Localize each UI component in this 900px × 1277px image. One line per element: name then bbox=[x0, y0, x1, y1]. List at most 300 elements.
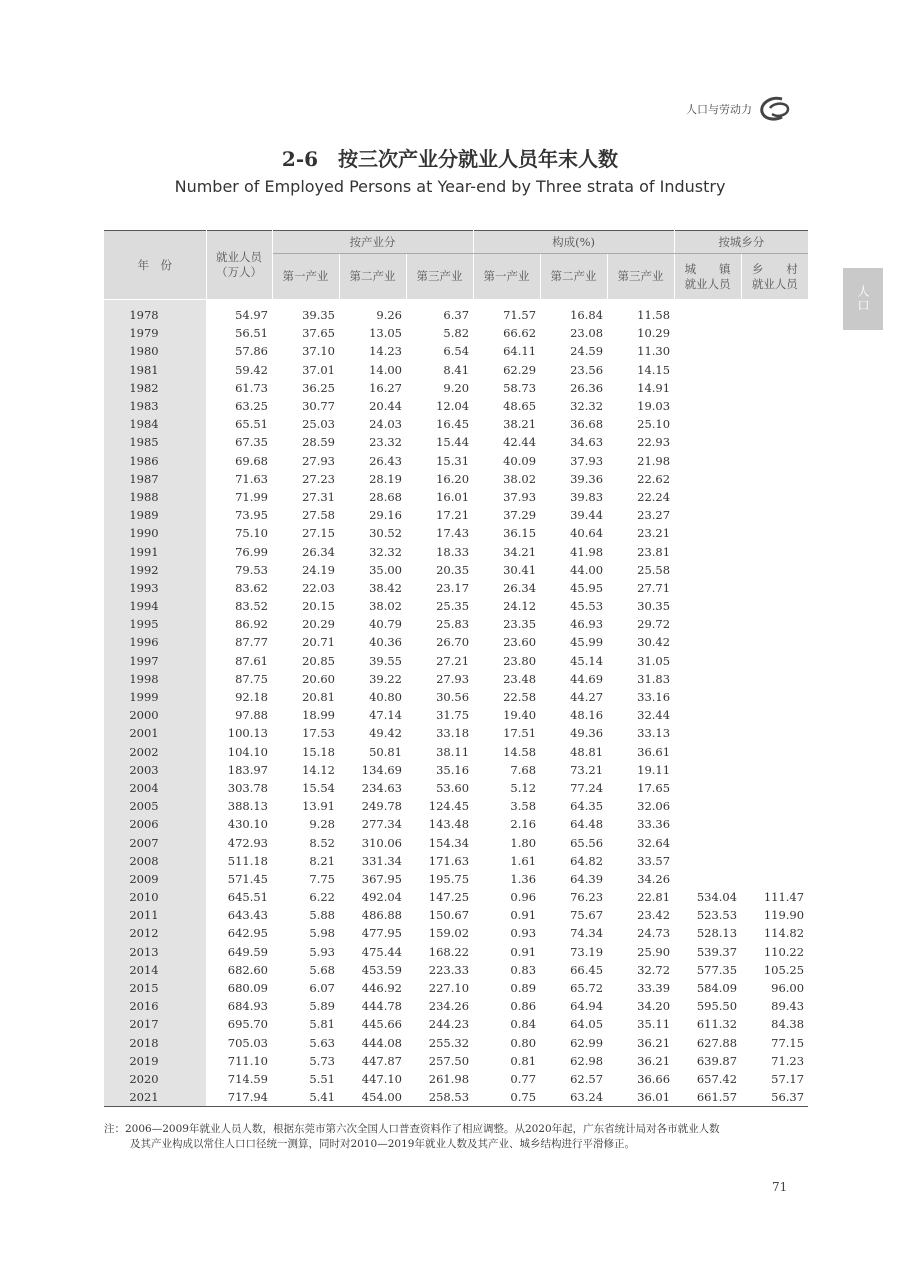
value-cell: 77.15 bbox=[771, 1035, 805, 1050]
value-cell: 100.13 bbox=[227, 726, 268, 741]
year-cell: 1999 bbox=[104, 688, 206, 706]
value-cell: 310.06 bbox=[361, 835, 402, 850]
value-cell: 643.43 bbox=[227, 908, 268, 923]
value-cell: 59.42 bbox=[235, 362, 268, 377]
publication-logo-icon bbox=[758, 96, 792, 122]
value-cell: 6.22 bbox=[309, 890, 335, 905]
value-cell: 37.65 bbox=[302, 326, 335, 341]
value-cell: 143.48 bbox=[428, 817, 470, 832]
value-cell: 5.41 bbox=[309, 1090, 335, 1105]
value-cell bbox=[674, 397, 741, 415]
value-cell: 23.08 bbox=[570, 326, 604, 341]
value-cell: 26.36 bbox=[570, 380, 604, 395]
value-cell: 444.08 bbox=[361, 1035, 402, 1050]
value-cell: 1.61 bbox=[510, 853, 537, 868]
value-cell: 6.54 bbox=[443, 344, 470, 359]
value-cell: 71.57 bbox=[503, 308, 537, 323]
value-cell: 34.20 bbox=[637, 999, 671, 1014]
value-cell: 44.69 bbox=[570, 671, 604, 686]
table-row bbox=[104, 615, 808, 633]
value-cell: 29.72 bbox=[637, 617, 671, 632]
value-cell bbox=[674, 615, 741, 633]
value-cell: 110.22 bbox=[763, 944, 805, 959]
value-cell: 48.81 bbox=[570, 744, 604, 759]
value-cell: 539.37 bbox=[696, 944, 738, 959]
table-row bbox=[104, 761, 808, 779]
value-cell: 36.68 bbox=[570, 417, 604, 432]
employment-table bbox=[104, 230, 808, 1107]
value-cell: 32.64 bbox=[637, 835, 671, 850]
value-cell: 33.36 bbox=[637, 817, 671, 832]
value-cell: 16.84 bbox=[570, 308, 604, 323]
year-cell: 1996 bbox=[104, 633, 206, 651]
table-row bbox=[104, 943, 808, 961]
col-header-urban: 城 镇 就业人员 bbox=[674, 254, 741, 300]
year-cell: 2003 bbox=[104, 761, 206, 779]
value-cell: 30.42 bbox=[637, 635, 671, 650]
value-cell: 46.93 bbox=[570, 617, 604, 632]
year-cell: 2020 bbox=[104, 1070, 206, 1088]
value-cell bbox=[674, 761, 741, 779]
value-cell: 8.41 bbox=[443, 362, 470, 377]
value-cell: 595.50 bbox=[696, 999, 738, 1014]
value-cell: 705.03 bbox=[227, 1035, 268, 1050]
value-cell: 39.44 bbox=[570, 508, 604, 523]
page-number: 71 bbox=[772, 1180, 788, 1194]
value-cell: 64.11 bbox=[503, 344, 537, 359]
value-cell: 48.16 bbox=[570, 708, 604, 723]
value-cell: 38.42 bbox=[369, 580, 402, 595]
value-cell: 65.56 bbox=[570, 835, 604, 850]
value-cell: 0.96 bbox=[510, 890, 537, 905]
value-cell: 62.57 bbox=[570, 1071, 604, 1086]
value-cell: 171.63 bbox=[428, 853, 470, 868]
value-cell: 0.91 bbox=[510, 944, 537, 959]
value-cell: 56.51 bbox=[235, 326, 268, 341]
year-cell: 2019 bbox=[104, 1052, 206, 1070]
year-cell: 1991 bbox=[104, 542, 206, 560]
value-cell: 523.53 bbox=[696, 908, 738, 923]
value-cell: 47.14 bbox=[369, 708, 402, 723]
year-cell: 1989 bbox=[104, 506, 206, 524]
year-cell: 1979 bbox=[104, 324, 206, 342]
value-cell bbox=[741, 470, 808, 488]
value-cell: 16.20 bbox=[436, 471, 470, 486]
value-cell: 10.29 bbox=[637, 326, 671, 341]
table-row bbox=[104, 688, 808, 706]
value-cell: 83.52 bbox=[235, 599, 268, 614]
value-cell: 150.67 bbox=[428, 908, 470, 923]
value-cell: 57.17 bbox=[771, 1071, 805, 1086]
value-cell bbox=[741, 833, 808, 851]
value-cell: 534.04 bbox=[696, 890, 738, 905]
year-cell: 1995 bbox=[104, 615, 206, 633]
value-cell: 19.11 bbox=[637, 762, 671, 777]
year-cell: 1987 bbox=[104, 470, 206, 488]
value-cell: 27.15 bbox=[302, 526, 335, 541]
value-cell: 28.19 bbox=[369, 471, 402, 486]
value-cell: 45.95 bbox=[570, 580, 604, 595]
value-cell: 5.88 bbox=[309, 908, 335, 923]
value-cell: 114.82 bbox=[763, 926, 805, 941]
value-cell: 27.58 bbox=[302, 508, 335, 523]
value-cell bbox=[674, 706, 741, 724]
value-cell: 680.09 bbox=[227, 981, 268, 996]
value-cell: 23.42 bbox=[637, 908, 671, 923]
value-cell: 40.09 bbox=[503, 453, 537, 468]
value-cell: 22.81 bbox=[637, 890, 671, 905]
value-cell: 30.56 bbox=[436, 690, 470, 705]
table-row bbox=[104, 870, 808, 888]
value-cell bbox=[741, 488, 808, 506]
value-cell: 454.00 bbox=[361, 1090, 402, 1105]
value-cell: 38.02 bbox=[369, 599, 402, 614]
value-cell bbox=[741, 615, 808, 633]
value-cell: 23.81 bbox=[637, 544, 671, 559]
value-cell: 7.68 bbox=[510, 762, 537, 777]
value-cell: 71.63 bbox=[235, 471, 268, 486]
value-cell: 40.80 bbox=[369, 690, 402, 705]
value-cell: 66.62 bbox=[503, 326, 537, 341]
value-cell: 24.73 bbox=[637, 926, 671, 941]
value-cell bbox=[741, 324, 808, 342]
value-cell: 584.09 bbox=[696, 981, 738, 996]
value-cell: 0.77 bbox=[510, 1071, 537, 1086]
col-header-secondary: 第二产业 bbox=[339, 254, 406, 300]
year-cell: 1986 bbox=[104, 452, 206, 470]
value-cell: 19.03 bbox=[637, 399, 671, 414]
value-cell: 76.23 bbox=[570, 890, 604, 905]
value-cell bbox=[674, 379, 741, 397]
value-cell: 124.45 bbox=[428, 799, 470, 814]
col-header-secondary-pct: 第二产业 bbox=[540, 254, 607, 300]
value-cell: 645.51 bbox=[227, 890, 268, 905]
value-cell: 27.71 bbox=[637, 580, 671, 595]
value-cell: 20.60 bbox=[302, 671, 335, 686]
value-cell: 35.00 bbox=[369, 562, 402, 577]
value-cell: 15.31 bbox=[436, 453, 470, 468]
table-row bbox=[104, 1034, 808, 1052]
value-cell: 22.24 bbox=[637, 489, 671, 504]
value-cell bbox=[674, 415, 741, 433]
table-row bbox=[104, 906, 808, 924]
value-cell: 17.51 bbox=[503, 726, 537, 741]
value-cell: 227.10 bbox=[428, 981, 470, 996]
table-row bbox=[104, 1088, 808, 1107]
value-cell: 54.97 bbox=[235, 308, 268, 323]
year-cell: 2005 bbox=[104, 797, 206, 815]
value-cell: 33.57 bbox=[637, 853, 671, 868]
value-cell: 75.10 bbox=[235, 526, 268, 541]
table-row bbox=[104, 797, 808, 815]
value-cell: 30.35 bbox=[637, 599, 671, 614]
value-cell: 571.45 bbox=[227, 871, 268, 886]
value-cell bbox=[674, 524, 741, 542]
value-cell: 2.16 bbox=[510, 817, 537, 832]
value-cell: 34.21 bbox=[503, 544, 537, 559]
value-cell: 16.01 bbox=[436, 489, 470, 504]
value-cell bbox=[741, 706, 808, 724]
value-cell: 8.52 bbox=[309, 835, 335, 850]
value-cell bbox=[741, 852, 808, 870]
value-cell: 18.99 bbox=[302, 708, 335, 723]
value-cell: 9.20 bbox=[443, 380, 470, 395]
value-cell bbox=[674, 470, 741, 488]
value-cell: 97.88 bbox=[235, 708, 268, 723]
value-cell: 31.05 bbox=[637, 653, 671, 668]
value-cell: 159.02 bbox=[428, 926, 470, 941]
value-cell bbox=[674, 452, 741, 470]
value-cell: 5.89 bbox=[309, 999, 335, 1014]
value-cell bbox=[674, 833, 741, 851]
value-cell: 5.51 bbox=[309, 1071, 335, 1086]
value-cell: 639.87 bbox=[696, 1053, 738, 1068]
value-cell: 26.43 bbox=[369, 453, 402, 468]
value-cell: 77.24 bbox=[570, 780, 604, 795]
value-cell bbox=[674, 870, 741, 888]
value-cell: 36.01 bbox=[637, 1090, 671, 1105]
value-cell: 36.21 bbox=[637, 1035, 671, 1050]
value-cell bbox=[741, 815, 808, 833]
year-cell: 2001 bbox=[104, 724, 206, 742]
col-header-year: 年 份 bbox=[104, 231, 206, 300]
value-cell: 111.47 bbox=[763, 890, 805, 905]
value-cell: 477.95 bbox=[361, 926, 402, 941]
value-cell: 223.33 bbox=[428, 962, 470, 977]
value-cell: 61.73 bbox=[235, 380, 268, 395]
value-cell bbox=[674, 597, 741, 615]
value-cell: 79.53 bbox=[235, 562, 268, 577]
table-row bbox=[104, 433, 808, 451]
value-cell bbox=[674, 488, 741, 506]
table-row bbox=[104, 1070, 808, 1088]
value-cell: 39.55 bbox=[369, 653, 402, 668]
value-cell: 65.72 bbox=[570, 981, 604, 996]
value-cell: 39.83 bbox=[570, 489, 604, 504]
value-cell: 14.91 bbox=[637, 380, 671, 395]
value-cell: 39.36 bbox=[570, 471, 604, 486]
value-cell: 49.36 bbox=[570, 726, 604, 741]
value-cell bbox=[674, 652, 741, 670]
year-cell: 1993 bbox=[104, 579, 206, 597]
value-cell: 9.26 bbox=[376, 308, 402, 323]
value-cell bbox=[674, 542, 741, 560]
table-row bbox=[104, 724, 808, 742]
value-cell bbox=[741, 724, 808, 742]
value-cell: 22.93 bbox=[637, 435, 671, 450]
value-cell: 5.93 bbox=[309, 944, 335, 959]
value-cell: 649.59 bbox=[227, 944, 268, 959]
value-cell: 25.03 bbox=[302, 417, 335, 432]
year-cell: 1994 bbox=[104, 597, 206, 615]
value-cell: 83.62 bbox=[235, 580, 268, 595]
col-header-primary-pct: 第一产业 bbox=[473, 254, 540, 300]
table-row bbox=[104, 743, 808, 761]
chapter-tab-label: 人口 bbox=[856, 285, 870, 313]
value-cell: 92.18 bbox=[235, 690, 268, 705]
value-cell: 23.32 bbox=[369, 435, 402, 450]
value-cell: 21.98 bbox=[637, 453, 671, 468]
value-cell: 40.79 bbox=[369, 617, 402, 632]
table-title-zh: 2-6 按三次产业分就业人员年末人数 bbox=[281, 147, 619, 171]
value-cell: 22.62 bbox=[637, 471, 671, 486]
value-cell bbox=[741, 542, 808, 560]
value-cell: 255.32 bbox=[428, 1035, 470, 1050]
table-row bbox=[104, 488, 808, 506]
value-cell: 87.75 bbox=[235, 671, 268, 686]
value-cell bbox=[741, 597, 808, 615]
value-cell: 38.02 bbox=[503, 471, 537, 486]
value-cell bbox=[741, 397, 808, 415]
value-cell: 20.81 bbox=[302, 690, 335, 705]
value-cell bbox=[741, 433, 808, 451]
table-row bbox=[104, 415, 808, 433]
value-cell: 67.35 bbox=[235, 435, 268, 450]
value-cell: 31.75 bbox=[436, 708, 470, 723]
table-row bbox=[104, 779, 808, 797]
footnote bbox=[104, 1122, 804, 1152]
value-cell: 26.34 bbox=[302, 544, 335, 559]
value-cell: 528.13 bbox=[696, 926, 738, 941]
value-cell bbox=[741, 633, 808, 651]
value-cell: 234.26 bbox=[428, 999, 470, 1014]
value-cell: 36.25 bbox=[302, 380, 335, 395]
value-cell: 430.10 bbox=[227, 817, 268, 832]
col-header-rural: 乡 村 就业人员 bbox=[741, 254, 808, 300]
value-cell: 13.91 bbox=[302, 799, 335, 814]
year-cell: 1978 bbox=[104, 300, 206, 325]
value-cell: 195.75 bbox=[428, 871, 470, 886]
value-cell: 31.83 bbox=[637, 671, 671, 686]
table-row bbox=[104, 597, 808, 615]
value-cell: 32.32 bbox=[570, 399, 604, 414]
value-cell: 244.23 bbox=[428, 1017, 470, 1032]
year-cell: 1988 bbox=[104, 488, 206, 506]
value-cell: 5.81 bbox=[309, 1017, 335, 1032]
value-cell: 134.69 bbox=[361, 762, 402, 777]
table-row bbox=[104, 524, 808, 542]
value-cell: 511.18 bbox=[227, 853, 268, 868]
value-cell: 30.52 bbox=[369, 526, 402, 541]
value-cell: 71.99 bbox=[235, 489, 268, 504]
value-cell bbox=[741, 342, 808, 360]
year-cell: 2006 bbox=[104, 815, 206, 833]
value-cell: 39.35 bbox=[302, 308, 335, 323]
value-cell: 9.28 bbox=[309, 817, 335, 832]
value-cell: 64.94 bbox=[570, 999, 604, 1014]
value-cell: 711.10 bbox=[227, 1053, 268, 1068]
value-cell: 11.58 bbox=[637, 308, 671, 323]
year-cell: 2021 bbox=[104, 1088, 206, 1107]
value-cell: 58.73 bbox=[503, 380, 537, 395]
value-cell: 32.72 bbox=[637, 962, 671, 977]
value-cell: 446.92 bbox=[361, 981, 402, 996]
value-cell: 0.84 bbox=[510, 1017, 537, 1032]
value-cell: 63.24 bbox=[570, 1090, 604, 1105]
value-cell: 13.05 bbox=[369, 326, 402, 341]
value-cell: 1.36 bbox=[510, 871, 537, 886]
value-cell: 42.44 bbox=[503, 435, 537, 450]
value-cell: 27.31 bbox=[302, 489, 335, 504]
year-cell: 1980 bbox=[104, 342, 206, 360]
table-row bbox=[104, 706, 808, 724]
value-cell: 37.10 bbox=[302, 344, 335, 359]
value-cell bbox=[674, 433, 741, 451]
value-cell: 74.34 bbox=[570, 926, 604, 941]
value-cell: 714.59 bbox=[227, 1071, 268, 1086]
value-cell: 84.38 bbox=[771, 1017, 805, 1032]
chapter-side-tab bbox=[843, 268, 883, 330]
value-cell: 38.11 bbox=[436, 744, 470, 759]
year-cell: 2010 bbox=[104, 888, 206, 906]
value-cell: 445.66 bbox=[361, 1017, 402, 1032]
value-cell: 0.83 bbox=[510, 962, 537, 977]
value-cell: 388.13 bbox=[227, 799, 268, 814]
table-row bbox=[104, 379, 808, 397]
value-cell: 17.65 bbox=[637, 780, 671, 795]
value-cell: 447.10 bbox=[361, 1071, 402, 1086]
year-cell: 2016 bbox=[104, 997, 206, 1015]
value-cell: 367.95 bbox=[361, 871, 402, 886]
value-cell bbox=[674, 724, 741, 742]
value-cell: 8.21 bbox=[309, 853, 335, 868]
table-row bbox=[104, 997, 808, 1015]
value-cell: 22.03 bbox=[302, 580, 335, 595]
table-row bbox=[104, 633, 808, 651]
value-cell: 29.16 bbox=[369, 508, 402, 523]
value-cell: 45.53 bbox=[570, 599, 604, 614]
value-cell: 18.33 bbox=[436, 544, 470, 559]
value-cell bbox=[674, 633, 741, 651]
value-cell: 472.93 bbox=[227, 835, 268, 850]
table-row bbox=[104, 542, 808, 560]
year-cell: 1982 bbox=[104, 379, 206, 397]
col-header-total: 就业人员 （万人） bbox=[206, 231, 272, 300]
value-cell: 5.73 bbox=[309, 1053, 335, 1068]
year-cell: 1992 bbox=[104, 561, 206, 579]
value-cell: 183.97 bbox=[227, 762, 268, 777]
year-cell: 1981 bbox=[104, 361, 206, 379]
value-cell: 486.88 bbox=[361, 908, 402, 923]
value-cell: 234.63 bbox=[361, 780, 402, 795]
value-cell: 168.22 bbox=[428, 944, 470, 959]
value-cell: 0.93 bbox=[510, 926, 537, 941]
value-cell bbox=[741, 761, 808, 779]
value-cell bbox=[741, 524, 808, 542]
value-cell bbox=[741, 361, 808, 379]
value-cell: 37.01 bbox=[302, 362, 335, 377]
table-row bbox=[104, 361, 808, 379]
value-cell: 15.18 bbox=[302, 744, 335, 759]
value-cell: 104.10 bbox=[227, 744, 268, 759]
value-cell: 258.53 bbox=[428, 1090, 470, 1105]
value-cell bbox=[741, 797, 808, 815]
value-cell: 682.60 bbox=[227, 962, 268, 977]
table-row bbox=[104, 506, 808, 524]
value-cell: 69.68 bbox=[235, 453, 268, 468]
value-cell: 16.45 bbox=[436, 417, 470, 432]
value-cell: 32.44 bbox=[637, 708, 671, 723]
value-cell: 20.85 bbox=[302, 653, 335, 668]
value-cell bbox=[674, 797, 741, 815]
table-row bbox=[104, 1052, 808, 1070]
value-cell: 33.13 bbox=[637, 726, 671, 741]
value-cell: 444.78 bbox=[361, 999, 402, 1014]
value-cell: 642.95 bbox=[227, 926, 268, 941]
table-row bbox=[104, 1015, 808, 1033]
table-row bbox=[104, 852, 808, 870]
value-cell: 32.32 bbox=[369, 544, 402, 559]
